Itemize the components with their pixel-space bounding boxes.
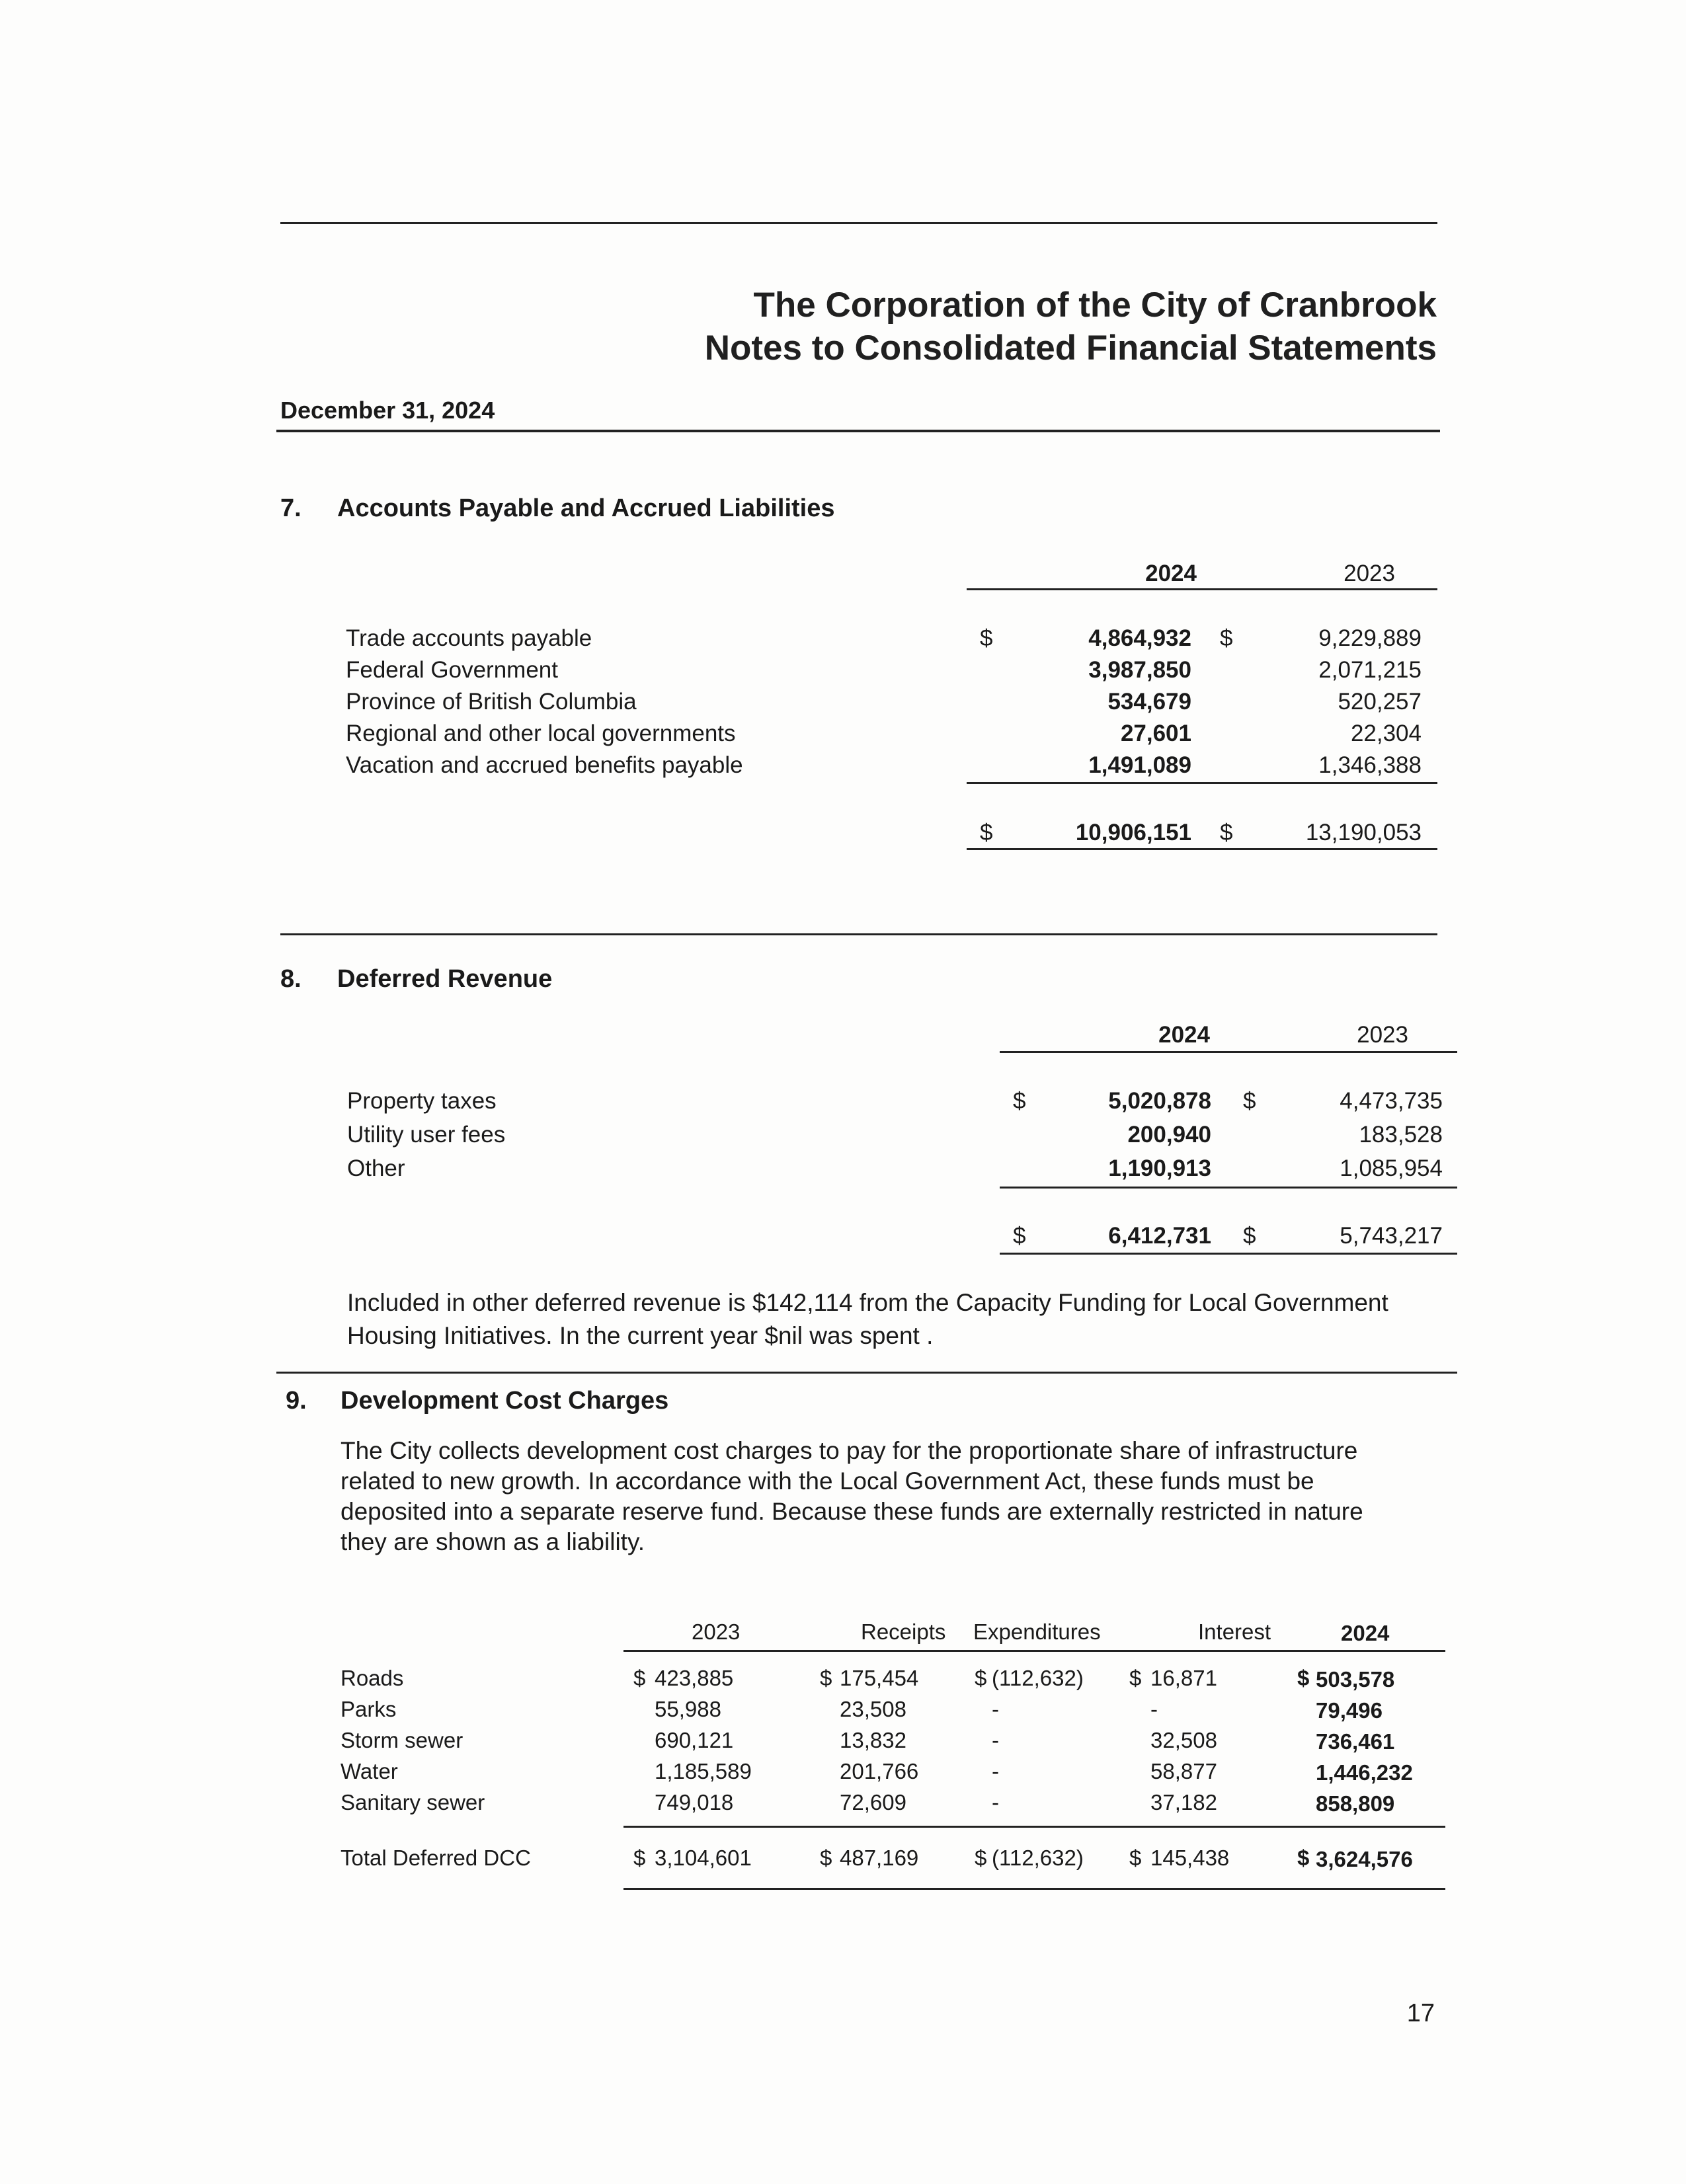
page-number: 17 — [1406, 2000, 1435, 2027]
note8-row-prior: 183,528 — [1359, 1122, 1443, 1148]
dcc-header-expenditures: Expenditures — [973, 1619, 1101, 1644]
dcc-total-receipts: 487,169 — [840, 1846, 919, 1870]
note7-col-2024: 2024 — [1145, 561, 1197, 586]
note8-header-rule — [1000, 1051, 1457, 1053]
note7-row-cur: 3,987,850 — [1088, 657, 1191, 683]
note8-total-dollar: $ — [1013, 1223, 1026, 1249]
note7-row-label: Regional and other local governments — [346, 721, 736, 746]
dcc-row-2024: 503,578 — [1316, 1667, 1395, 1692]
note9-number: 9. — [286, 1387, 307, 1415]
note8-number: 8. — [280, 965, 301, 993]
dcc-total-2024: 3,624,576 — [1316, 1847, 1413, 1871]
note7-row-prior: 1,346,388 — [1318, 752, 1422, 778]
note7-row-cur: 1,491,089 — [1088, 752, 1191, 778]
note7-dollar: $ — [980, 625, 993, 651]
note8-section-rule — [276, 1372, 1457, 1374]
dcc-row-label: Sanitary sewer — [341, 1790, 485, 1814]
dcc-row-receipts: 201,766 — [840, 1759, 919, 1783]
dcc-row-expenditures: - — [992, 1759, 999, 1783]
dcc-row-2023: 1,185,589 — [655, 1759, 752, 1783]
dcc-row-expenditures: - — [992, 1697, 999, 1721]
note7-row-prior: 2,071,215 — [1318, 657, 1422, 683]
dcc-row-receipts: 23,508 — [840, 1697, 906, 1721]
dcc-row-interest: 37,182 — [1150, 1790, 1217, 1814]
note7-dollar-prior: $ — [1220, 625, 1233, 651]
dcc-dollar: $ — [1129, 1666, 1142, 1690]
dcc-row-2024: 858,809 — [1316, 1791, 1395, 1816]
dcc-row-2023: 690,121 — [655, 1728, 734, 1752]
note8-row-label: Property taxes — [347, 1088, 497, 1114]
note9-para-line3: deposited into a separate reserve fund. Because these funds are externally restricted in nature — [341, 1498, 1363, 1525]
note7-total-cur: 10,906,151 — [1075, 820, 1191, 845]
dcc-dollar: $ — [820, 1846, 832, 1870]
note9-title: Development Cost Charges — [341, 1387, 669, 1415]
dcc-dollar: $ — [1297, 1846, 1310, 1870]
dcc-dollar: $ — [633, 1666, 646, 1690]
note8-dollar-prior: $ — [1243, 1088, 1256, 1114]
dcc-row-label: Water — [341, 1759, 398, 1783]
note8-total-cur: 6,412,731 — [1108, 1223, 1211, 1249]
note7-row-label: Province of British Columbia — [346, 689, 637, 715]
dcc-row-2023: 749,018 — [655, 1790, 734, 1814]
note9-para-line4: they are shown as a liability. — [341, 1528, 645, 1555]
dcc-subtotal-rule — [623, 1826, 1445, 1828]
note7-row-prior: 22,304 — [1350, 721, 1422, 746]
note7-col-2023: 2023 — [1344, 561, 1395, 586]
dcc-dollar: $ — [975, 1846, 987, 1870]
note8-note-line1: Included in other deferred revenue is $142,114 from the Capacity Funding for Local Government — [347, 1289, 1388, 1316]
note7-header-rule — [967, 588, 1437, 590]
statement-date: December 31, 2024 — [280, 397, 495, 424]
note8-title: Deferred Revenue — [337, 965, 553, 993]
note8-subtotal-rule — [1000, 1187, 1457, 1189]
dcc-dollar: $ — [1129, 1846, 1142, 1870]
note8-note-line2: Housing Initiatives. In the current year $nil was spent . — [347, 1322, 934, 1349]
dcc-header-rule — [623, 1650, 1445, 1652]
note7-row-cur: 4,864,932 — [1088, 625, 1191, 651]
dcc-row-expenditures: - — [992, 1728, 999, 1752]
dcc-dollar: $ — [633, 1846, 646, 1870]
note8-row-cur: 5,020,878 — [1108, 1088, 1211, 1114]
dcc-row-receipts: 13,832 — [840, 1728, 906, 1752]
dcc-row-interest: 16,871 — [1150, 1666, 1217, 1690]
note8-row-label: Utility user fees — [347, 1122, 506, 1148]
note7-title: Accounts Payable and Accrued Liabilities — [337, 494, 835, 522]
dcc-total-2023: 3,104,601 — [655, 1846, 752, 1870]
dcc-row-expenditures: - — [992, 1790, 999, 1814]
dcc-row-2023: 423,885 — [655, 1666, 734, 1690]
dcc-header-receipts: Receipts — [861, 1619, 946, 1644]
dcc-row-2024: 736,461 — [1316, 1729, 1395, 1754]
dcc-row-2024: 79,496 — [1316, 1698, 1383, 1723]
note7-total-dollar-prior: $ — [1220, 820, 1233, 845]
note7-number: 7. — [280, 494, 301, 522]
note8-col-2023: 2023 — [1357, 1022, 1408, 1048]
note8-col-2024: 2024 — [1158, 1022, 1210, 1048]
note7-section-rule — [280, 933, 1437, 935]
note7-total-dollar: $ — [980, 820, 993, 845]
note8-row-prior: 4,473,735 — [1340, 1088, 1443, 1114]
note7-subtotal-rule — [967, 782, 1437, 784]
dcc-total-label: Total Deferred DCC — [341, 1846, 531, 1870]
dcc-row-receipts: 72,609 — [840, 1790, 906, 1814]
dcc-total-expenditures: (112,632) — [992, 1846, 1084, 1870]
header-bottom-rule — [276, 430, 1440, 432]
note7-row-prior: 520,257 — [1338, 689, 1422, 715]
note8-total-prior: 5,743,217 — [1340, 1223, 1443, 1249]
dcc-total-interest: 145,438 — [1150, 1846, 1230, 1870]
note7-row-label: Trade accounts payable — [346, 625, 592, 651]
dcc-row-2023: 55,988 — [655, 1697, 721, 1721]
dcc-row-label: Parks — [341, 1697, 397, 1721]
dcc-row-interest: 32,508 — [1150, 1728, 1217, 1752]
dcc-header-2023: 2023 — [692, 1619, 741, 1644]
note7-row-label: Federal Government — [346, 657, 558, 683]
dcc-header-interest: Interest — [1198, 1619, 1271, 1644]
dcc-row-label: Roads — [341, 1666, 404, 1690]
dcc-total-rule — [623, 1888, 1445, 1890]
note7-row-cur: 534,679 — [1107, 689, 1191, 715]
note8-total-rule — [1000, 1253, 1457, 1255]
note7-row-prior: 9,229,889 — [1318, 625, 1422, 651]
note8-dollar: $ — [1013, 1088, 1026, 1114]
dcc-header-2024: 2024 — [1341, 1621, 1390, 1645]
note8-row-cur: 200,940 — [1127, 1122, 1211, 1148]
note8-row-cur: 1,190,913 — [1108, 1155, 1211, 1181]
header-top-rule — [280, 222, 1437, 224]
dcc-row-interest: 58,877 — [1150, 1759, 1217, 1783]
dcc-row-2024: 1,446,232 — [1316, 1760, 1413, 1785]
note9-para-line2: related to new growth. In accordance with the Local Government Act, these funds must be — [341, 1467, 1314, 1495]
dcc-row-expenditures: (112,632) — [992, 1666, 1084, 1690]
doc-title: Notes to Consolidated Financial Statements — [704, 329, 1437, 368]
note8-row-label: Other — [347, 1155, 405, 1181]
note7-row-cur: 27,601 — [1120, 721, 1191, 746]
dcc-row-receipts: 175,454 — [840, 1666, 919, 1690]
note7-row-label: Vacation and accrued benefits payable — [346, 752, 743, 778]
note7-total-rule — [967, 848, 1437, 850]
note8-row-prior: 1,085,954 — [1340, 1155, 1443, 1181]
dcc-row-interest: - — [1150, 1697, 1158, 1721]
dcc-dollar: $ — [975, 1666, 987, 1690]
note8-total-dollar-prior: $ — [1243, 1223, 1256, 1249]
org-title: The Corporation of the City of Cranbrook — [753, 286, 1437, 325]
note9-para-line1: The City collects development cost charges to pay for the proportionate share of infrastructure — [341, 1437, 1358, 1464]
dcc-dollar: $ — [820, 1666, 832, 1690]
dcc-row-label: Storm sewer — [341, 1728, 463, 1752]
note7-total-prior: 13,190,053 — [1305, 820, 1422, 845]
dcc-dollar: $ — [1297, 1666, 1310, 1690]
